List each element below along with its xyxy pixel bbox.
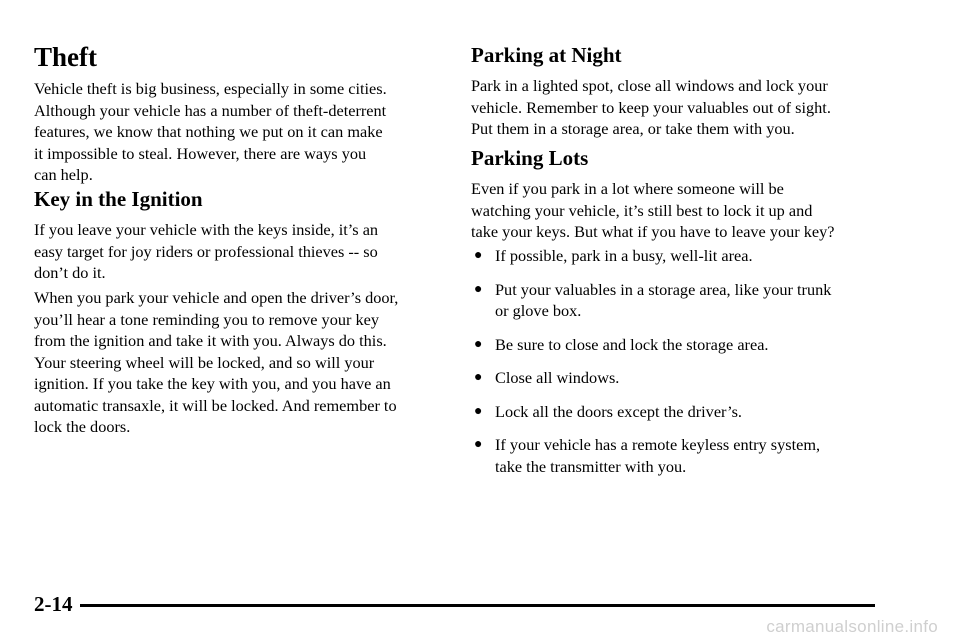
- list-item: [471, 334, 891, 356]
- watermark-text: carmanualsonline.info: [766, 617, 938, 636]
- key-paragraph-2: When you park your vehicle and open the driver’s door, you’ll hear a tone reminding you to remove your key from the ignition and take it with you. Always do this. Your steering wheel will be locked, and so will your ignition. If you take the key with you, and you have an automatic transaxle, it will be locked. And remember to lock the doors.: [34, 288, 399, 436]
- list-item: [471, 401, 891, 423]
- bullet-icon: ●: [474, 370, 483, 385]
- key-in-ignition-heading: Key in the Ignition: [34, 187, 203, 211]
- parking-at-night-paragraph: Park in a lighted spot, close all windows and lock your vehicle. Remember to keep your valuables out of sight. Put them in a storage area, or take them with you.: [471, 76, 831, 138]
- list-item-text: If possible, park in a busy, well-lit area.: [495, 246, 753, 265]
- page-number: 2-14: [34, 592, 73, 616]
- list-item-text: Close all windows.: [495, 368, 620, 387]
- bullet-icon: ●: [474, 403, 483, 419]
- parking-at-night-heading: Parking at Night: [471, 43, 622, 67]
- list-item: [471, 245, 891, 267]
- key-paragraph-1: If you leave your vehicle with the keys inside, it’s an easy target for joy riders or professional thieves -- so don’t do it.: [34, 220, 379, 282]
- parking-lots-bullet-list: [471, 245, 891, 489]
- list-item-text: Lock all the doors except the driver’s.: [495, 401, 743, 421]
- bullet-icon: ●: [474, 336, 483, 352]
- list-item: [471, 367, 891, 389]
- bullet-icon: ●: [474, 281, 483, 297]
- list-item-text: Put your valuables in a storage area, like your trunk or glove box.: [495, 279, 832, 320]
- footer-divider: [80, 604, 875, 607]
- list-item: [471, 279, 891, 322]
- parking-lots-heading: Parking Lots: [471, 146, 589, 170]
- list-item-text: If your vehicle has a remote keyless entry system, take the transmitter with you.: [495, 435, 821, 476]
- parking-lots-paragraph: Even if you park in a lot where someone will be watching your vehicle, it’s still best to lock it up and take your keys. But what if you have to leave your key?: [471, 179, 835, 241]
- bullet-icon: ●: [474, 248, 483, 263]
- bullet-icon: ●: [474, 437, 483, 452]
- list-item-text: Be sure to close and lock the storage area.: [495, 334, 769, 354]
- theft-heading: Theft: [34, 42, 97, 72]
- theft-paragraph: Vehicle theft is big business, especially in some cities. Although your vehicle has a number of theft-deterrent features, we know that nothing we put on it can make it impossible to steal. However, there are ways you can help.: [34, 79, 387, 184]
- list-item: [471, 434, 891, 477]
